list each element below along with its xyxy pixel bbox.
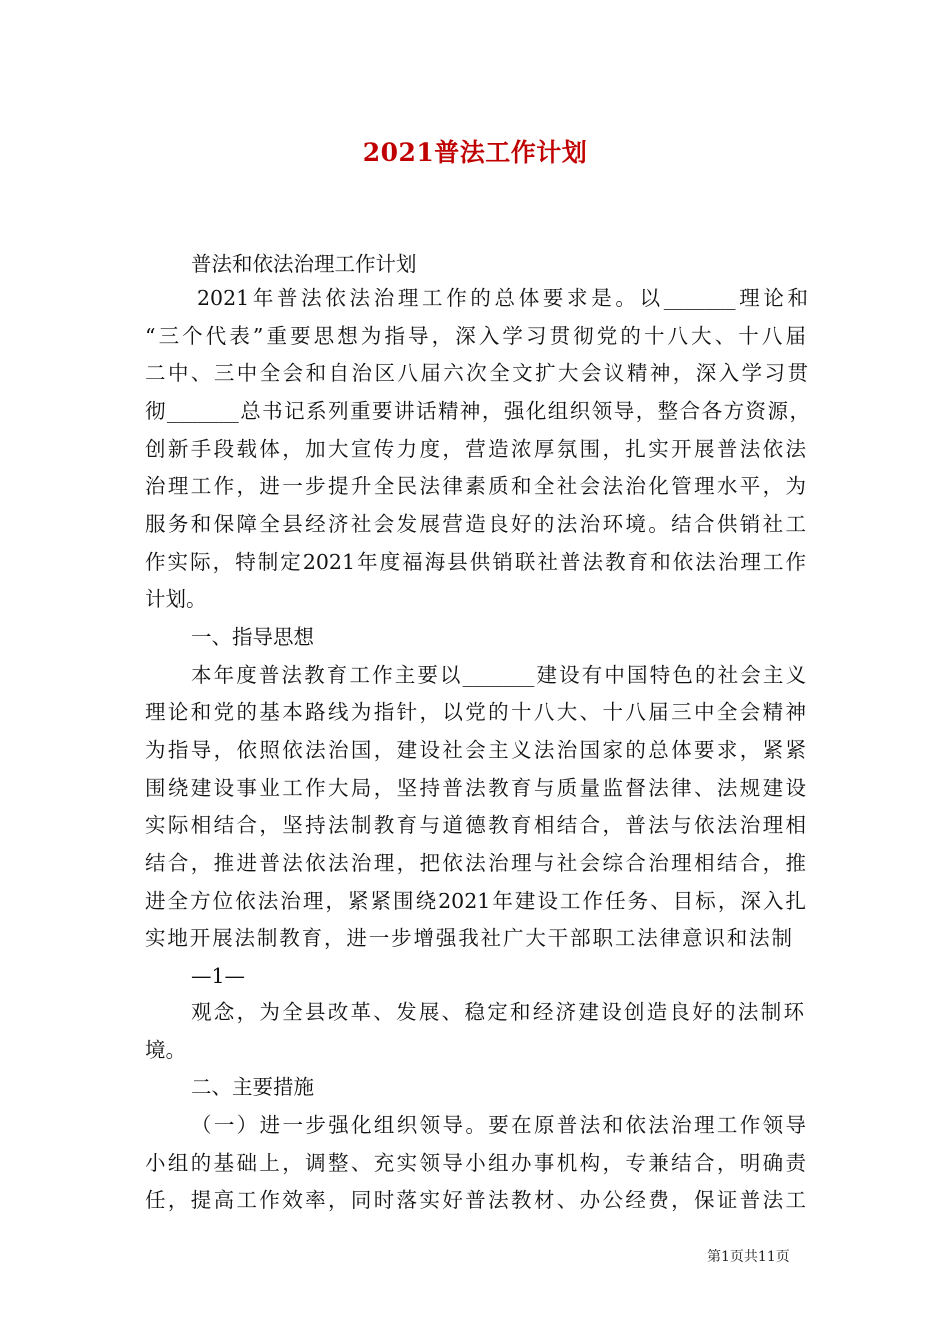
text-line: 观念，为全县改革、发展、稳定和经济建设创造良好的法制环 — [191, 1000, 804, 1024]
text-line: 任，提高工作效率，同时落实好普法教材、办公经费，保证普法工 — [145, 1188, 806, 1212]
text-line: 二中、三中全会和自治区八届六次全文扩大会议精神，深入学习贯 — [145, 361, 808, 385]
text-line: “三个代表”重要思想为指导，深入学习贯彻党的十八大、十八届 — [145, 324, 806, 348]
section-heading: 一、指导思想 — [191, 625, 314, 649]
page-indicator: 第1页共11页 — [707, 1249, 790, 1265]
text-line: 结合，推进普法依法治理，把依法治理与社会综合治理相结合，推 — [145, 851, 806, 875]
text-line: 服务和保障全县经济社会发展营造良好的法治环境。结合供销社工 — [145, 512, 806, 536]
document-title: 2021普法工作计划 — [362, 138, 588, 167]
text-line: 实际相结合，坚持法制教育与道德教育相结合，普法与依法治理相 — [145, 813, 806, 837]
text-line: 2021年普法依法治理工作的总体要求是。以_______理论和 — [197, 286, 808, 310]
text-line: 治理工作，进一步提升全民法律素质和全社会法治化管理水平，为 — [145, 474, 806, 498]
text-line: 实地开展法制教育，进一步增强我社广大干部职工法律意识和法制 — [145, 926, 792, 950]
text-line: （一）进一步强化组织领导。要在原普法和依法治理工作领导 — [191, 1113, 806, 1137]
text-line: 作实际，特制定2021年度福海县供销联社普法教育和依法治理工作 — [145, 550, 806, 574]
text-line: 进全方位依法治理，紧紧围绕2021年建设工作任务、目标，深入扎 — [145, 889, 806, 913]
text-line: 本年度普法教育工作主要以_______建设有中国特色的社会主义 — [191, 663, 806, 687]
text-line: 创新手段载体，加大宣传力度，营造浓厚氛围，扎实开展普法依法 — [145, 437, 806, 461]
text-line: 围绕建设事业工作大局，坚持普法教育与质量监督法律、法规建设 — [145, 776, 806, 800]
text-line: 普法和依法治理工作计划 — [191, 252, 417, 276]
text-line: 理论和党的基本路线为指针，以党的十八大、十八届三中全会精神 — [145, 700, 806, 724]
text-line: 小组的基础上，调整、充实领导小组办事机构，专兼结合，明确责 — [145, 1151, 806, 1175]
text-line: 为指导，依照依法治国，建设社会主义法治国家的总体要求，紧紧 — [145, 738, 806, 762]
text-line: 计划。 — [145, 587, 207, 611]
page-number-marker: —1— — [191, 964, 246, 988]
text-line: 境。 — [145, 1038, 186, 1062]
section-heading: 二、主要措施 — [191, 1075, 314, 1099]
text-line: 彻_______总书记系列重要讲话精神，强化组织领导，整合各方资源， — [145, 399, 810, 423]
